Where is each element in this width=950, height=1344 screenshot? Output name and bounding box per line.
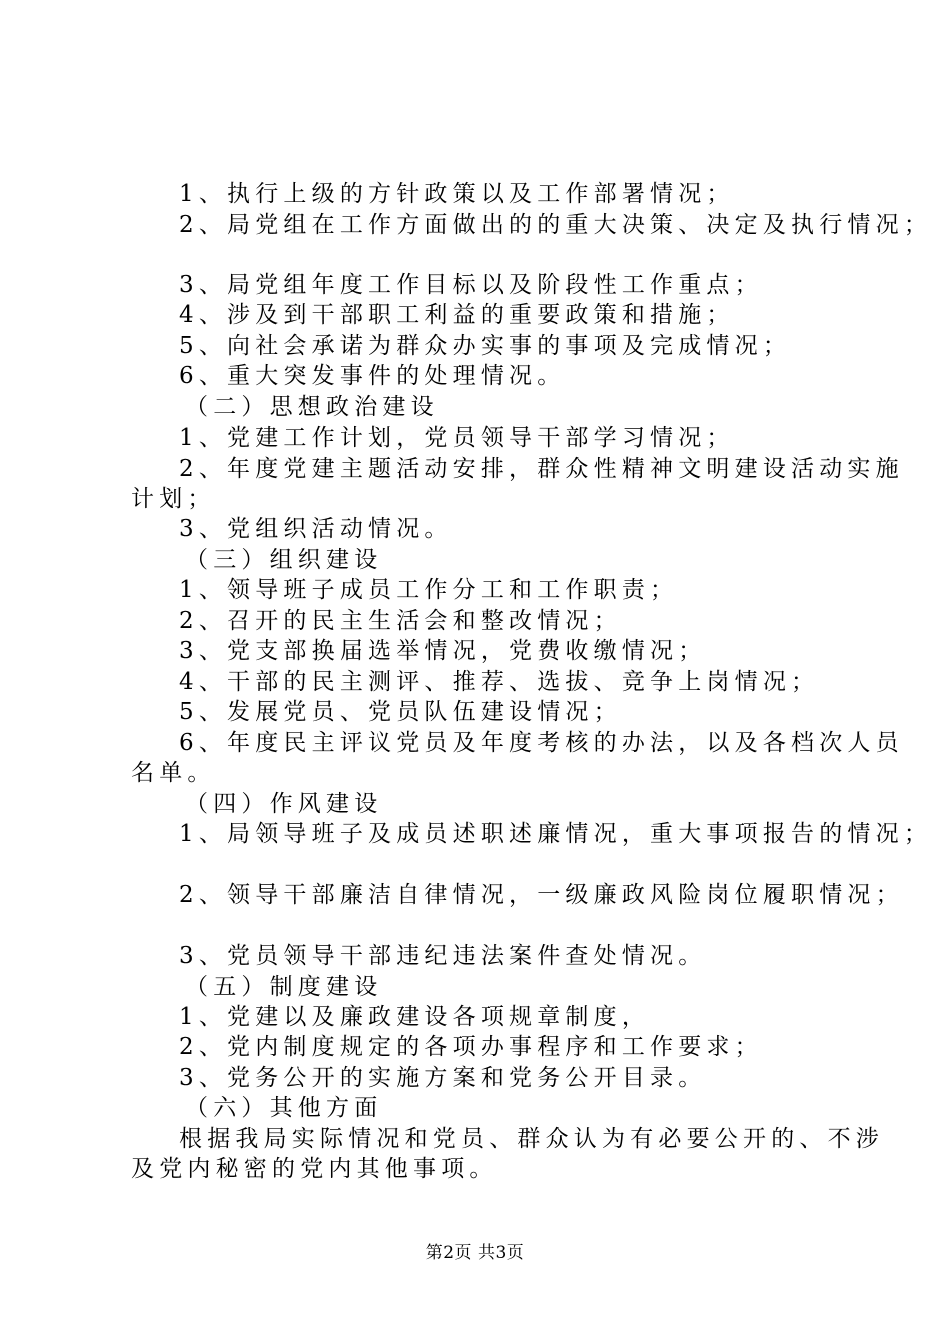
list-item: 2、年度党建主题活动安排，群众性精神文明建设活动实施 xyxy=(179,456,904,482)
list-item: 1、领导班子成员工作分工和工作职责； xyxy=(179,577,679,603)
list-item: 2、召开的民主生活会和整改情况； xyxy=(179,608,622,634)
list-item: 1、局领导班子及成员述职述廉情况，重大事项报告的情况； xyxy=(179,821,933,847)
section-heading: （四）作风建设 xyxy=(185,791,383,817)
list-item: 6、年度民主评议党员及年度考核的办法，以及各档次人员 xyxy=(179,730,904,756)
list-item: 3、党务公开的实施方案和党务公开目录。 xyxy=(179,1065,707,1091)
list-item: 1、执行上级的方针政策以及工作部署情况； xyxy=(179,181,735,207)
section-heading: （五）制度建设 xyxy=(185,974,383,1000)
section-heading: （六）其他方面 xyxy=(185,1095,383,1121)
list-item: 5、向社会承诺为群众办实事的事项及完成情况； xyxy=(179,333,792,359)
list-item-continuation: 名单。 xyxy=(131,760,216,786)
list-item: 2、党内制度规定的各项办事程序和工作要求； xyxy=(179,1034,763,1060)
list-item: 1、党建以及廉政建设各项规章制度， xyxy=(179,1004,651,1030)
section-heading: （二）思想政治建设 xyxy=(185,394,439,420)
list-item: 1、党建工作计划，党员领导干部学习情况； xyxy=(179,425,735,451)
paragraph: 根据我局实际情况和党员、群众认为有必要公开的、不涉 xyxy=(179,1126,884,1152)
list-item-continuation: 计划； xyxy=(131,486,216,512)
paragraph-continuation: 及党内秘密的党内其他事项。 xyxy=(131,1156,498,1182)
list-item: 2、领导干部廉洁自律情况，一级廉政风险岗位履职情况； xyxy=(179,882,904,908)
section-heading: （三）组织建设 xyxy=(185,547,383,573)
list-item: 5、发展党员、党员队伍建设情况； xyxy=(179,699,622,725)
list-item: 3、党员领导干部违纪违法案件查处情况。 xyxy=(179,943,707,969)
list-item: 4、干部的民主测评、推荐、选拔、竞争上岗情况； xyxy=(179,669,820,695)
list-item: 2、局党组在工作方面做出的的重大决策、决定及执行情况； xyxy=(179,212,933,238)
list-item: 3、党组织活动情况。 xyxy=(179,516,453,542)
list-item: 4、涉及到干部职工利益的重要政策和措施； xyxy=(179,302,735,328)
list-item: 6、重大突发事件的处理情况。 xyxy=(179,363,566,389)
list-item: 3、党支部换届选举情况，党费收缴情况； xyxy=(179,638,707,664)
list-item: 3、局党组年度工作目标以及阶段性工作重点； xyxy=(179,272,763,298)
page-number: 第2页 共3页 xyxy=(425,1243,525,1263)
